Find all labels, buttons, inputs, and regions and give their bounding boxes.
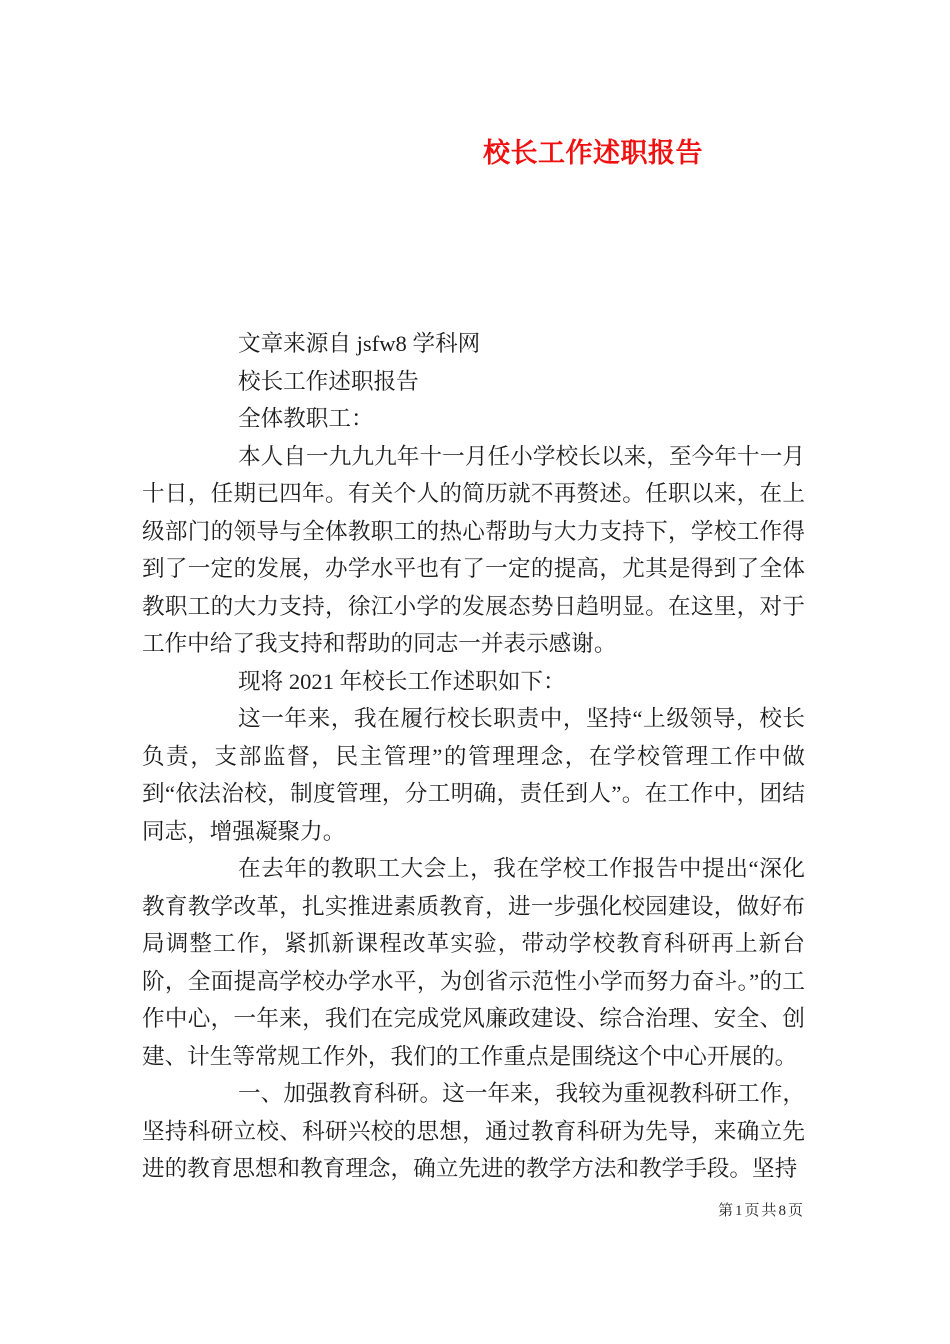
- page-number-indicator: 第1页共8页: [717, 1203, 805, 1219]
- paragraph-source-note: 文章来源自 jsfw8 学科网: [238, 331, 481, 356]
- paragraph-subtitle: 校长工作述职报告: [238, 368, 419, 394]
- paragraph-lead-in: 现将 2021 年校长工作述职如下：: [238, 668, 566, 694]
- document-title: 校长工作述职报告: [483, 138, 703, 168]
- paragraph-education-research: 一、加强教育科研。这一年来，我较为重视教科研工作，坚持科研立校、科研兴校的思想，通过教育科研为先导，来确立先进的教育思想和教育理念，确立先进的教学方法和教学手段。坚持: [142, 1081, 805, 1181]
- paragraph-salutation: 全体教职工：: [238, 406, 374, 431]
- paragraph-intro: 本人自一九九九年十一月任小学校长以来，至今年十一月十日，任期已四年。有关个人的简历就不再赘述。任职以来，在上级部门的领导与全体教职工的热心帮助与大力支持下，学校工作得到了一定的发展，办学水平也有了一定的提高，尤其是得到了全体教职工的大力支持，徐江小学的发展态势日趋明显。在这里，对于工作中给了我支持和帮助的同志一并表示感谢。: [142, 443, 805, 656]
- document-body: [142, 325, 805, 1188]
- page-footer: [142, 1199, 805, 1220]
- paragraph-work-center: 在去年的教职工大会上，我在学校工作报告中提出“深化教育教学改革，扎实推进素质教育，进一步强化校园建设，做好布局调整工作，紧抓新课程改革实验，带动学校教育科研再上新台阶，全面提高学校办学水平，为创省示范性小学而努力奋斗。”的工作中心，一年来，我们在完成党风廉政建设、综合治理、安全、创建、计生等常规工作外，我们的工作重点是围绕这个中心开展的。: [142, 856, 805, 1069]
- paragraph-management-philosophy: 这一年来，我在履行校长职责中，坚持“上级领导，校长负责，支部监督，民主管理”的管理理念，在学校管理工作中做到“依法治校，制度管理，分工明确，责任到人”。在工作中，团结同志，增强凝聚力。: [142, 706, 805, 844]
